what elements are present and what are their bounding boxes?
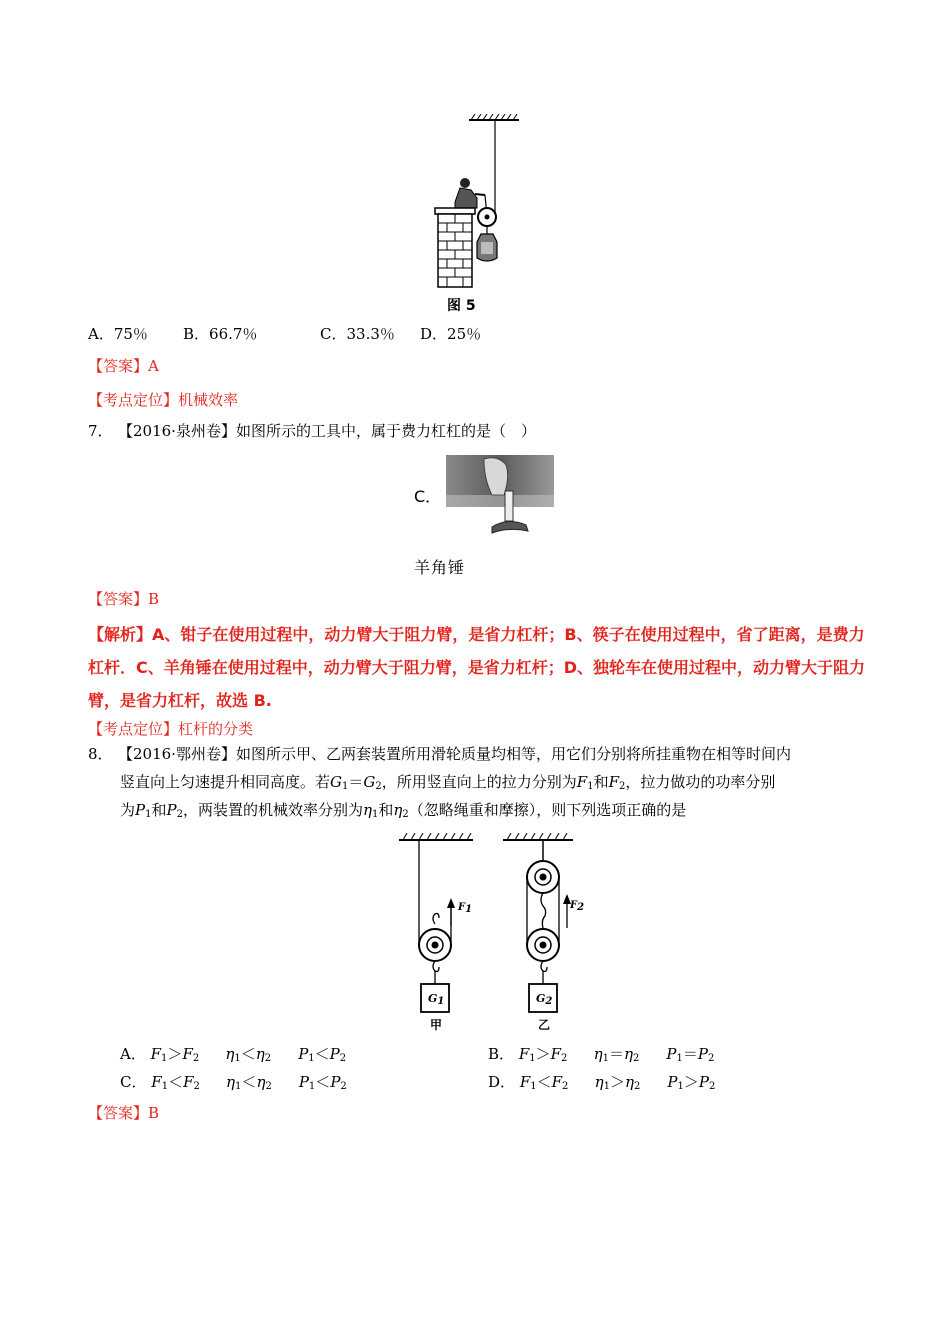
q7-source: 【2016·泉州卷】 — [118, 422, 236, 440]
q8-option-b[interactable]: B． $F_1>F_2$ $\eta_1=\eta_2$ $P_1=P_2$ — [488, 1045, 715, 1064]
q8-option-d[interactable]: D． $F_1<F_2$ $\eta_1>\eta_2$ $P_1>P_2$ — [488, 1073, 716, 1092]
q6-option-d[interactable]: D．25％ — [420, 325, 482, 343]
q7-knowledge-point — [88, 719, 253, 739]
q7-question: 如图所示的工具中，属于费力杠杠的是（ ） — [235, 422, 536, 440]
answer-value: A — [148, 357, 159, 375]
knowledge-point-value: 杠杆的分类 — [178, 720, 254, 738]
answer-value: B — [148, 590, 160, 608]
q8-fig-label-jia: 甲 — [430, 1018, 443, 1032]
q8-stem-line-3: 为$P_1$和$P_2$，两装置的机械效率分别为$\eta_1$和$\eta_2$（忽略绳重和摩擦），则下列选项正确的是 — [120, 801, 687, 820]
q8-fig-label-g2: $G_2$ — [536, 992, 553, 1007]
answer-value: B — [148, 1104, 160, 1122]
q8-stem-line-2: 竖直向上匀速提升相同高度。若$G_1=G_2$，所用竖直向上的拉力分别为$F_1$和$F_2$，拉力做功的功率分别 — [120, 773, 776, 792]
answer-label: 【答案】 — [88, 1104, 149, 1122]
q8-fig-label-f1: $F_1$ — [458, 902, 473, 915]
q7-tool-caption: 羊角锤 — [414, 558, 466, 577]
figure-5-pulley-wall — [425, 110, 525, 295]
q8-answer — [88, 1103, 159, 1123]
q6-knowledge-point — [88, 390, 238, 410]
figure-5-caption: 图 5 — [447, 298, 476, 314]
claw-hammer-photo[interactable] — [446, 455, 554, 540]
q7-number: 7． — [88, 422, 113, 440]
analysis-label: 【解析】 — [88, 625, 153, 644]
knowledge-point-label: 【考点定位】 — [88, 391, 179, 409]
answer-label: 【答案】 — [88, 590, 149, 608]
q7-stem — [88, 421, 536, 441]
q8-number: 8． — [88, 745, 113, 763]
q8-fig-label-f2: $F_2$ — [570, 900, 585, 913]
q6-option-b[interactable]: B．66.7％ — [183, 325, 258, 343]
analysis-text: A、钳子在使用过程中，动力臂大于阻力臂，是省力杠杆；B、筷子在使用过程中，省了距离，是费力杠杆．C、羊角锤在使用过程中，动力臂大于阻力臂，是省力杠杆；D、独轮车在使用过程中，动力臂大于阻力臂，是省力杠杆，故选 B. — [88, 625, 866, 710]
knowledge-point-value: 机械效率 — [178, 391, 239, 409]
q8-stem-line-1: 8． 【2016·鄂州卷】如图所示甲、乙两套装置所用滑轮质量均相等，用它们分别将所挂重物在相等时间内 — [88, 745, 791, 763]
q6-option-c[interactable]: C．33.3％ — [320, 325, 395, 343]
q8-option-a[interactable]: A． $F_1>F_2$ $\eta_1<\eta_2$ $P_1<P_2$ — [120, 1045, 347, 1064]
q6-option-a[interactable]: A．75％ — [88, 325, 148, 343]
q7-answer — [88, 589, 159, 609]
q7-option-c-letter: C． — [414, 487, 442, 506]
answer-label: 【答案】 — [88, 357, 149, 375]
q8-source: 【2016·鄂州卷】 — [118, 745, 236, 763]
q8-fig-label-g1: $G_1$ — [428, 992, 445, 1007]
q6-answer — [88, 356, 159, 376]
q7-analysis — [88, 618, 873, 717]
q8-fig-label-yi: 乙 — [538, 1018, 551, 1032]
q8-option-c[interactable]: C． $F_1<F_2$ $\eta_1<\eta_2$ $P_1<P_2$ — [120, 1073, 347, 1092]
knowledge-point-label: 【考点定位】 — [88, 720, 179, 738]
